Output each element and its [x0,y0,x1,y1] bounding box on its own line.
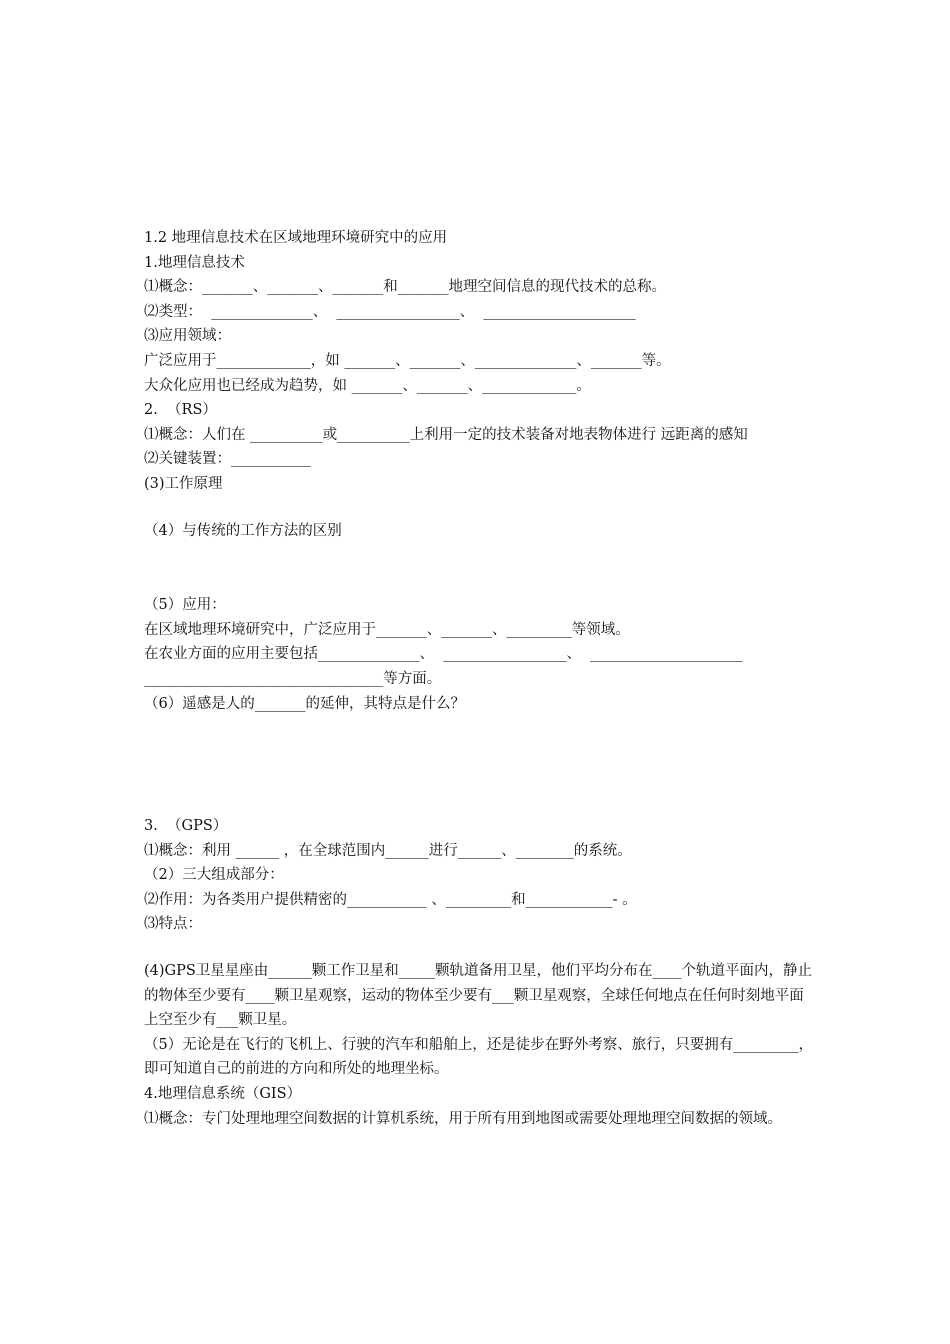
document-body [144,226,814,1131]
section-3-components: （2）三大组成部分： [144,867,284,884]
section-1-fields-public: 大众化应用也已经成为趋势，如 _______、_______、_____________。 [144,377,591,394]
section-1-heading: 1.地理信息技术 [144,254,245,271]
section-4-concept: ⑴概念：专门处理地理空间数据的计算机系统，用于所有用到地图或需要处理地理空间数据的领域。 [144,1110,782,1127]
section-2-application-agriculture-cont: _________________________________等方面。 [144,670,442,687]
section-2-application-region: 在区域地理环境研究中，广泛应用于_______、_______、_________等领域。 [144,621,630,638]
section-2-device: ⑵关键装置：___________ [144,451,311,468]
section-3-concept: ⑴概念：利用 ______ ，在全球范围内______进行______、________的系统。 [144,842,632,859]
section-2-application-agriculture: 在农业方面的应用主要包括______________、 _________________、 _____________________ [144,646,743,663]
section-2-heading: 2. （RS） [144,402,217,419]
answer-space [144,497,814,519]
section-1-types: ⑵类型： ______________、 _________________、 _____________________ [144,303,636,320]
section-1-fields-wide: 广泛应用于_____________，如 _______、_______、______________、_______等。 [144,352,671,369]
section-2-difference: （4）与传统的工作方法的区别 [144,522,342,539]
answer-space [144,716,814,814]
section-3-function: ⑵作用：为各类用户提供精密的___________ 、_________和____________- 。 [144,891,637,908]
section-1-concept: ⑴概念：_______、_______、_______和_______地理空间信息的现代技术的总称。 [144,279,666,296]
section-3-usage: （5）无论是在飞行的飞机上、行驶的汽车和船舶上，还是徒步在野外考察、旅行，只要拥有_________，即可知道自己的前进的方向和所处的地理坐标。 [144,1036,813,1078]
section-3-features: ⑶特点： [144,916,202,933]
section-3-constellation: (4)GPS卫星星座由______颗工作卫星和_____颗轨道备用卫星，他们平均分布在____个轨道平面内，静止的物体至少要有____颗卫星观察，运动的物体至少要有___颗卫星观察，全球任何地点在任何时刻地平面上空至少有___颗卫星。 [144,963,813,1029]
answer-space [144,543,814,593]
section-2-question: （6）遥感是人的_______的延伸，其特点是什么？ [144,695,465,712]
answer-space [144,937,814,959]
section-2-principle: (3)工作原理 [144,475,223,492]
document-title: 1.2 地理信息技术在区域地理环境研究中的应用 [144,230,448,246]
section-2-application-heading: （5）应用： [144,597,226,614]
section-4-heading: 4.地理信息系统（GIS） [144,1086,302,1103]
section-3-heading: 3. （GPS） [144,818,228,835]
section-1-fields-heading: ⑶应用领域： [144,328,231,345]
section-2-concept: ⑴概念：人们在 __________或__________上利用一定的技术装备对地表物体进行 远距离的感知 [144,426,748,443]
